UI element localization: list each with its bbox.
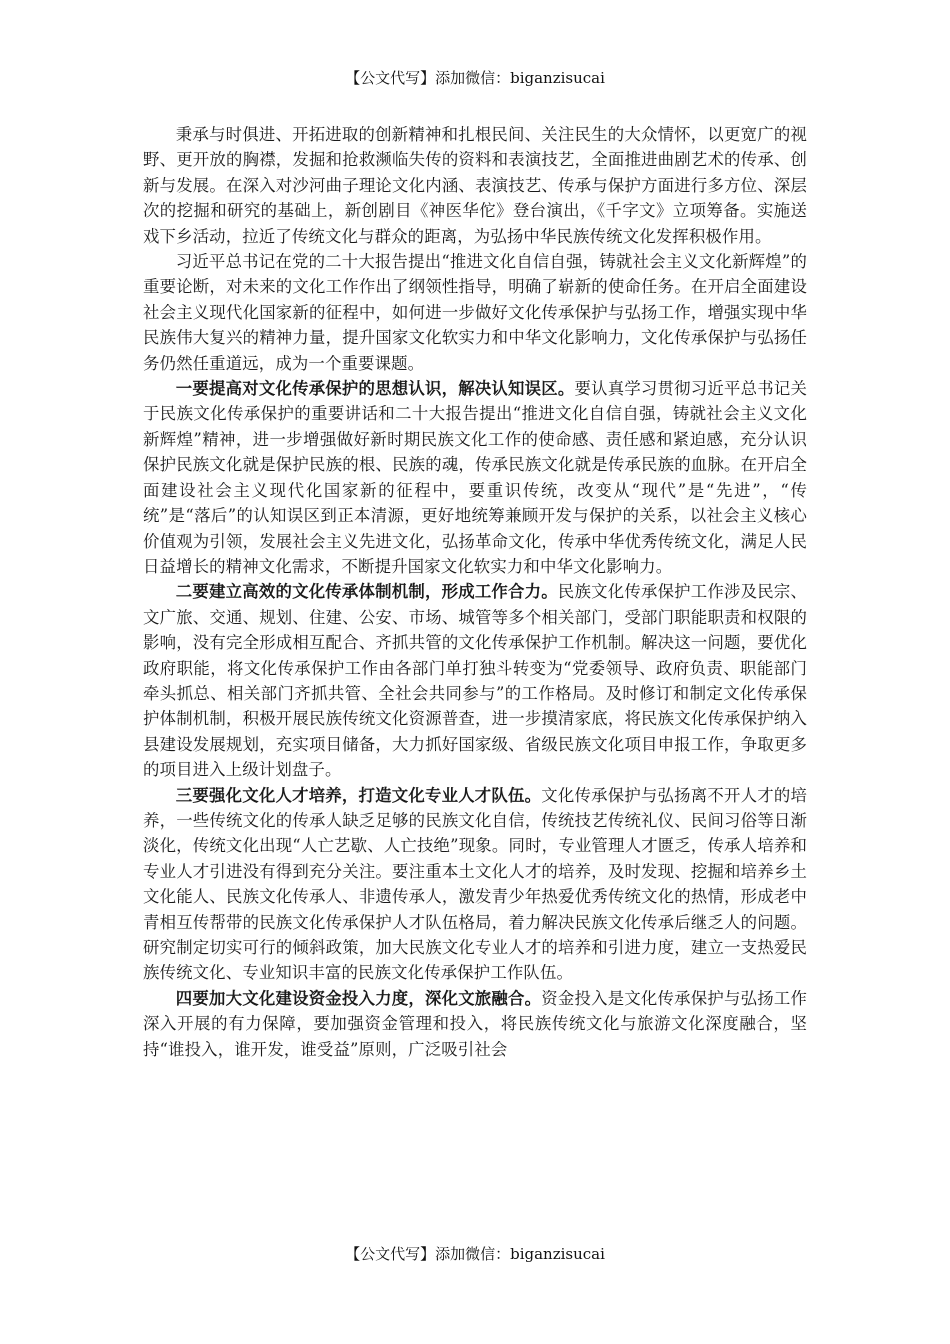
paragraph-text: 习近平总书记在党的二十大报告提出“推进文化自信自强，铸就社会主义文化新辉煌”的重要论断，对未来的文化工作作出了纲领性指导，明确了崭新的使命任务。在开启全面建设社会主义现代化国家新的征程中，如何进一步做好文化传承保护与弘扬工作，增强实现中华民族伟大复兴的精神力量，提升国家文化软实力和中华文化影响力，文化传承保护与弘扬任务仍然任重道远，成为一个重要课题。 [143, 252, 807, 373]
paragraph-lead: 四要加大文化建设资金投入力度，深化文旅融合。 [175, 988, 542, 1008]
paragraph-text: 秉承与时俱进、开拓进取的创新精神和扎根民间、关注民生的大众情怀，以更宽广的视野、更开放的胸襟，发掘和抢救濒临失传的资料和表演技艺，全面推进曲剧艺术的传承、创新与发展。在深入对沙河曲子理论文化内涵、表演技艺、传承与保护方面进行多方位、深层次的挖掘和研究的基础上，新创剧目《神医华佗》登台演出，《千字文》立项筹备。实施送戏下乡活动，拉近了传统文化与群众的距离，为弘扬中华民族传统文化发挥积极作用。 [143, 125, 807, 246]
paragraph-lead: 三要强化文化人才培养，打造文化专业人才队伍。 [175, 785, 542, 805]
document-body [143, 122, 807, 1062]
paragraph-text: 资金投入是文化传承保护与弘扬工作深入开展的有力保障，要加强资金管理和投入，将民族传统文化与旅游文化深度融合，坚持“谁投入，谁开发，谁受益”原则，广泛吸引社会 [143, 988, 807, 1059]
paragraph-6 [143, 986, 807, 1062]
page-header: 【公文代写】添加微信：biganzisucai [345, 69, 605, 87]
paragraph-2 [143, 249, 807, 376]
paragraph-lead: 一要提高对文化传承保护的思想认识，解决认知误区。 [175, 379, 575, 399]
paragraph-text: 要认真学习贯彻习近平总书记关于民族文化传承保护的重要讲话和二十大报告提出“推进文化自信自强，铸就社会主义文化新辉煌”精神，进一步增强做好新时期民族文化工作的使命感、责任感和紧迫感，充分认识保护民族文化就是保护民族的根、民族的魂，传承民族文化就是传承民族的血脉。在开启全面建设社会主义现代化国家新的征程中，要重识传统，改变从“现代”是“先进”，“传统”是“落后”的认知误区到正本清源，更好地统筹兼顾开发与保护的关系，以社会主义核心价值观为引领，发展社会主义先进文化，弘扬革命文化，传承中华优秀传统文化，满足人民日益增长的精神文化需求，不断提升国家文化软实力和中华文化影响力。 [143, 379, 807, 576]
page-footer: 【公文代写】添加微信：biganzisucai [345, 1245, 605, 1263]
paragraph-1 [143, 122, 807, 249]
paragraph-text: 文化传承保护与弘扬离不开人才的培养，一些传统文化的传承人缺乏足够的民族文化自信，传统技艺传统礼仪、民间习俗等日渐淡化，传统文化出现“人亡艺歇、人亡技绝”现象。同时，专业管理人才匮乏，传承人培养和专业人才引进没有得到充分关注。要注重本土文化人才的培养，及时发现、挖掘和培养乡土文化能人、民族文化传承人、非遗传承人，激发青少年热爱优秀传统文化的热情，形成老中青相互传帮带的民族文化传承保护人才队伍格局，着力解决民族文化传承后继乏人的问题。研究制定切实可行的倾斜政策，加大民族文化专业人才的培养和引进力度，建立一支热爱民族传统文化、专业知识丰富的民族文化传承保护工作队伍。 [143, 785, 807, 983]
paragraph-lead: 二要建立高效的文化传承体制机制，形成工作合力。 [175, 582, 558, 602]
paragraph-5 [143, 783, 807, 986]
paragraph-4 [143, 579, 807, 782]
paragraph-3 [143, 376, 807, 579]
paragraph-text: 民族文化传承保护工作涉及民宗、文广旅、交通、规划、住建、公安、市场、城管等多个相关部门，受部门职能职责和权限的影响，没有完全形成相互配合、齐抓共管的文化传承保护工作机制。解决这一问题，要优化政府职能，将文化传承保护工作由各部门单打独斗转变为“党委领导、政府负责、职能部门牵头抓总、相关部门齐抓共管、全社会共同参与”的工作格局。及时修订和制定文化传承保护体制机制，积极开展民族传统文化资源普查，进一步摸清家底，将民族文化传承保护纳入县建设发展规划，充实项目储备，大力抓好国家级、省级民族文化项目申报工作，争取更多的项目进入上级计划盘子。 [143, 582, 808, 780]
